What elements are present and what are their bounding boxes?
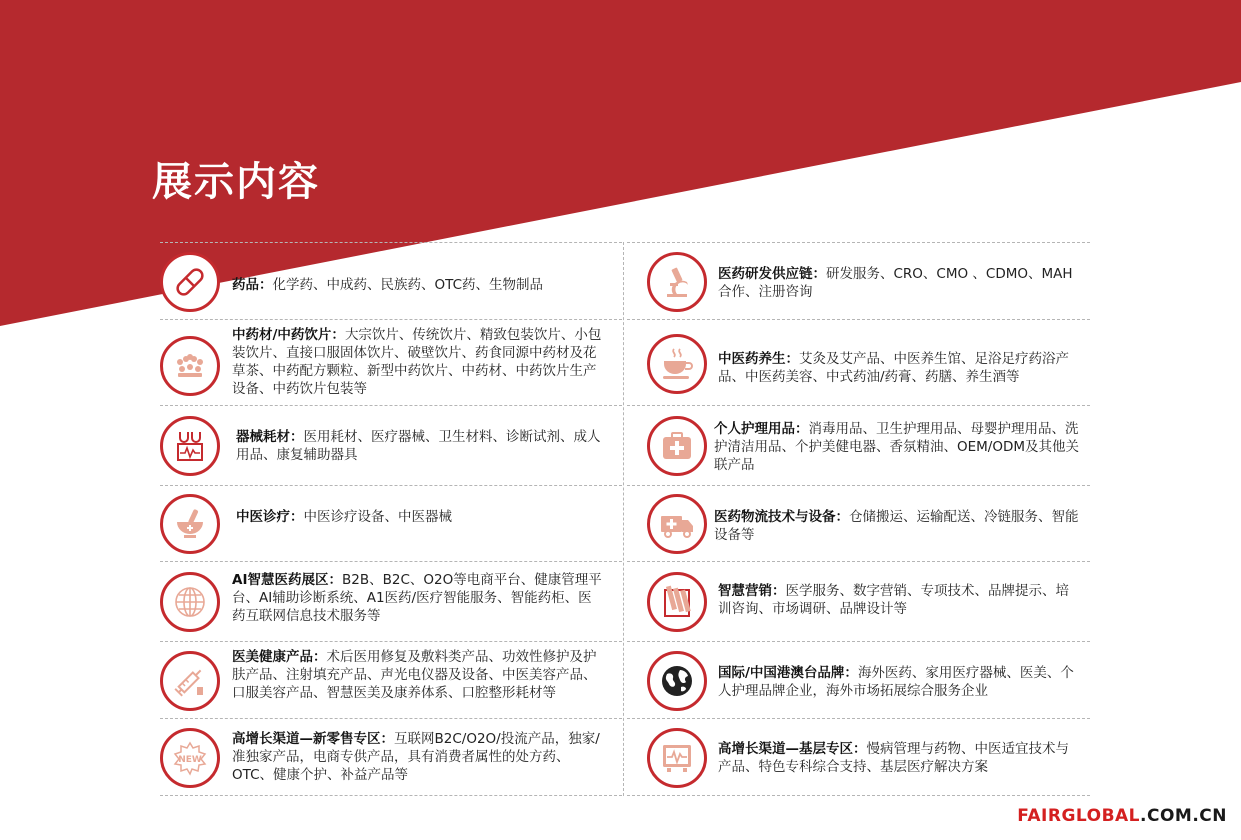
exhibit-grid: [160, 242, 1090, 796]
exhibit-item: [160, 405, 622, 485]
microscope-icon: [647, 252, 707, 312]
exhibit-text: [232, 326, 604, 398]
exhibit-item: [627, 485, 1090, 561]
svg-text:NEW: NEW: [178, 755, 202, 765]
exhibit-body: 仓储搬运、运输配送、冷链服务、智能设备等: [714, 509, 1079, 543]
footer-logo[interactable]: [1017, 806, 1227, 826]
footer-logo-domain: .COM.CN: [1140, 806, 1227, 826]
exhibit-heading: 医药物流技术与设备：: [714, 509, 849, 525]
exhibit-heading: AI智慧医药展区：: [232, 572, 342, 588]
exhibit-item: [160, 641, 622, 718]
herbal-crown-icon: [160, 336, 220, 396]
exhibit-body: 海外医药、家用医疗器械、医美、个人护理品牌企业，海外市场拓展综合服务企业: [718, 665, 1074, 699]
ecg-monitor-icon: [647, 728, 707, 788]
exhibit-item: [627, 718, 1090, 796]
marketing-tools-icon: [647, 572, 707, 632]
exhibit-text: [718, 265, 1080, 301]
page-title: 展示内容: [152, 159, 320, 205]
exhibit-text: [714, 508, 1082, 544]
exhibit-text: [718, 350, 1080, 386]
exhibit-text: [232, 571, 604, 625]
column-divider: [623, 242, 624, 796]
ambulance-icon: [647, 494, 707, 554]
exhibit-body: 术后医用修复及敷料类产品、功效性修护及护肤产品、注射填充产品、声光电仪器及设备、中医美容产品、口服美容产品、智慧医美及康养体系、口腔整形耗材等: [232, 649, 597, 701]
exhibit-heading: 智慧营销：: [718, 583, 786, 599]
new-badge-icon: [160, 728, 220, 788]
capsule-icon: [160, 252, 220, 312]
exhibit-text: [718, 740, 1080, 776]
syringe-icon: [160, 651, 220, 711]
exhibit-item: [627, 242, 1090, 319]
exhibit-heading: 国际/中国港澳台品牌：: [718, 665, 858, 681]
exhibit-text: [236, 428, 608, 464]
exhibit-body: 互联网B2C/O2O/投流产品，独家/准独家产品，电商专供产品，具有消费者属性的处方药、OTC、健康个护、补益产品等: [232, 731, 600, 783]
exhibit-item: [627, 561, 1090, 641]
exhibit-heading: 医美健康产品：: [232, 649, 327, 665]
exhibit-heading: 器械耗材：: [236, 429, 304, 445]
exhibit-item: [160, 718, 622, 796]
exhibit-body: 大宗饮片、传统饮片、精致包装饮片、小包装饮片、直接口服固体饮片、破壁饮片、药食同源中药材及花草茶、中药配方颗粒、新型中药饮片、中药材、中药饮片生产设备、中药饮片包装等: [232, 327, 602, 397]
exhibit-text: [232, 648, 604, 702]
exhibit-body: 化学药、中成药、民族药、OTC药、生物制品: [272, 277, 544, 293]
exhibit-heading: 医药研发供应链：: [718, 266, 826, 282]
exhibit-body: 医学服务、数字营销、专项技术、品牌提示、培训咨询、市场调研、品牌设计等: [718, 583, 1069, 617]
footer-logo-brand: FAIRGLOBAL: [1017, 806, 1141, 826]
exhibit-body: 艾灸及艾产品、中医养生馆、足浴足疗药浴产品、中医药美容、中式药油/药膏、药膳、养生酒等: [718, 351, 1069, 385]
exhibit-heading: 高增长渠道—新零售专区：: [232, 731, 394, 747]
exhibit-text: [236, 508, 608, 526]
right-column: [627, 242, 1090, 796]
exhibit-item: [160, 319, 622, 405]
exhibit-text: [232, 276, 612, 294]
exhibit-item: [627, 319, 1090, 405]
exhibit-text: [232, 730, 604, 784]
exhibit-body: 医用耗材、医疗器械、卫生材料、诊断试剂、成人用品、康复辅助器具: [236, 429, 601, 463]
exhibit-heading: 药品：: [232, 277, 273, 293]
exhibit-body: 消毒用品、卫生护理用品、母婴护理用品、洗护清洁用品、个护美健电器、香氛精油、OEM/ODM及其他关联产品: [714, 421, 1080, 473]
globe-grid-icon: [160, 572, 220, 632]
exhibit-text: [718, 664, 1080, 700]
exhibit-heading: 高增长渠道—基层专区：: [718, 741, 867, 757]
tea-cup-icon: [647, 334, 707, 394]
exhibit-item: [160, 561, 622, 641]
medical-monitor-icon: [160, 416, 220, 476]
exhibit-item: [627, 641, 1090, 718]
exhibit-body: B2B、B2C、O2O等电商平台、健康管理平台、AI辅助诊断系统、A1医药/医疗智能服务、智能药柜、医药互联网信息技术服务等: [232, 572, 602, 624]
exhibit-text: [718, 582, 1080, 618]
mortar-pestle-icon: [160, 494, 220, 554]
exhibit-item: [627, 405, 1090, 485]
exhibit-item: [160, 242, 622, 319]
exhibit-heading: 中药材/中药饮片：: [232, 327, 345, 343]
exhibit-body: 中医诊疗设备、中医器械: [303, 509, 452, 525]
exhibit-item: [160, 485, 622, 561]
exhibit-heading: 中医药养生：: [718, 351, 799, 367]
exhibit-body: 研发服务、CRO、CMO 、CDMO、MAH合作、注册咨询: [718, 266, 1073, 300]
exhibit-heading: 个人护理用品：: [714, 421, 809, 437]
exhibit-heading: 中医诊疗：: [236, 509, 304, 525]
exhibit-text: [714, 420, 1082, 474]
world-globe-icon: [647, 651, 707, 711]
first-aid-kit-icon: [647, 416, 707, 476]
left-column: [160, 242, 622, 796]
exhibit-body: 慢病管理与药物、中医适宜技术与产品、特色专科综合支持、基层医疗解决方案: [718, 741, 1069, 775]
